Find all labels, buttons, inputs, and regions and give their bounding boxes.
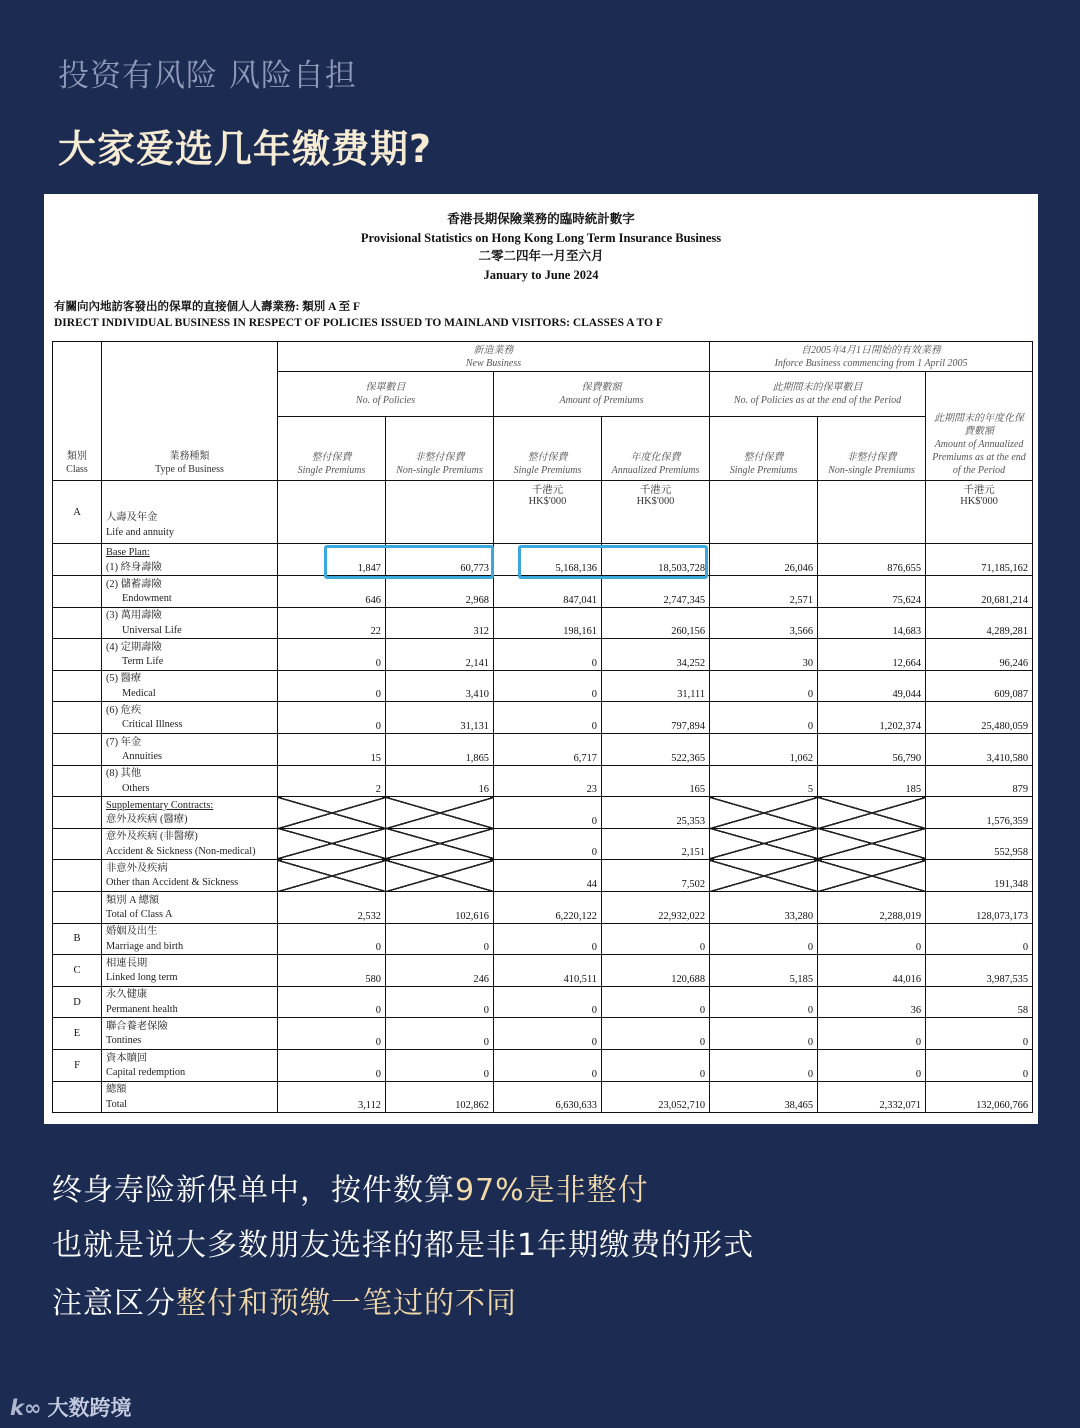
crossed-cell [278, 828, 386, 860]
table-cell: 0 [602, 923, 710, 955]
table-cell: 31,111 [602, 670, 710, 702]
table-cell: 5 [710, 765, 818, 797]
table-row [53, 923, 1033, 955]
crossed-cell [710, 797, 818, 829]
table-cell: 120,688 [602, 955, 710, 987]
table-cell: 5,185 [710, 955, 818, 987]
table-cell: 646 [278, 576, 386, 608]
table-cell: 22 [278, 607, 386, 639]
table-cell: 25,353 [602, 797, 710, 829]
grand-total-row [53, 1081, 1033, 1113]
type-header: 業務種類 Type of Business [102, 342, 278, 481]
headline: 大家爱选几年缴费期? [58, 127, 433, 171]
table-cell: 44,016 [818, 955, 926, 987]
table-cell: 2,288,019 [818, 891, 926, 923]
table-cell: 0 [278, 702, 386, 734]
business-type: 類別 A 總額 Total of Class A [102, 891, 278, 923]
crossed-cell [386, 828, 494, 860]
total-row [53, 891, 1033, 923]
table-row [53, 797, 1033, 829]
table-cell: 1,865 [386, 733, 494, 765]
table-cell: 16 [386, 765, 494, 797]
table-cell: 0 [494, 1049, 602, 1081]
statistics-document [44, 194, 1038, 1124]
class-letter: A [53, 481, 102, 544]
table-cell: 191,348 [926, 860, 1033, 892]
table-cell: 6,220,122 [494, 891, 602, 923]
table-cell: 2,571 [710, 576, 818, 608]
table-cell: 260,156 [602, 607, 710, 639]
business-type: (4) 定期壽險 Term Life [102, 639, 278, 671]
logo-icon: k∞ [10, 1396, 42, 1420]
table-cell: 2,532 [278, 891, 386, 923]
class-letter: E [53, 1018, 102, 1050]
table-cell: 198,161 [494, 607, 602, 639]
inforce-header: 自2005年4月1日開始的有效業務 Inforce Business commencing from 1 April 2005 [710, 342, 1033, 372]
table-cell: 4,289,281 [926, 607, 1033, 639]
table-cell: 25,480,059 [926, 702, 1033, 734]
table-cell: 0 [386, 923, 494, 955]
table-cell: 31,131 [386, 702, 494, 734]
table-row [53, 670, 1033, 702]
crossed-cell [818, 828, 926, 860]
amount-premiums-header: 保費數額 Amount of Premiums [494, 372, 710, 417]
table-cell: 23,052,710 [602, 1081, 710, 1113]
watermark: k∞ 大数跨境 [10, 1396, 132, 1420]
risk-disclaimer: 投资有风险 风险自担 [58, 58, 357, 94]
table-cell: 3,112 [278, 1081, 386, 1113]
business-type: 意外及疾病 (非醫療) Accident & Sickness (Non-medical) [102, 828, 278, 860]
table-cell: 34,252 [602, 639, 710, 671]
table-cell: 7,502 [602, 860, 710, 892]
class-letter: F [53, 1049, 102, 1081]
table-cell: 0 [710, 670, 818, 702]
table-cell: 15 [278, 733, 386, 765]
business-type: (8) 其他 Others [102, 765, 278, 797]
table-cell: 60,773 [386, 544, 494, 576]
caption-highlight: 整付和预缴一笔过的不同 [176, 1286, 517, 1321]
business-type: 婚姻及出生 Marriage and birth [102, 923, 278, 955]
business-type: (6) 危疾 Critical Illness [102, 702, 278, 734]
table-cell: 6,630,633 [494, 1081, 602, 1113]
table-cell: 246 [386, 955, 494, 987]
table-cell: 876,655 [818, 544, 926, 576]
table-cell: 6,717 [494, 733, 602, 765]
class-letter: D [53, 986, 102, 1018]
table-cell: 1,202,374 [818, 702, 926, 734]
table-cell: 0 [494, 923, 602, 955]
table-row [53, 733, 1033, 765]
table-cell: 0 [926, 1049, 1033, 1081]
business-type: Base Plan: (1) 終身壽險 [102, 544, 278, 576]
table-cell: 0 [602, 1018, 710, 1050]
table-cell: 879 [926, 765, 1033, 797]
section-title: 有關向內地訪客發出的保單的直接個人人壽業務: 類別 A 至 F DIRECT INDIVIDUAL BUSINESS IN RESPECT OF POLICIES ISSUED TO MAINLAND VISITORS: CLASSES A TO F [54, 301, 663, 329]
business-type: Supplementary Contracts: 意外及疾病 (醫療) [102, 797, 278, 829]
caption-highlight: 97%是非整付 [455, 1173, 649, 1208]
inforce-non-single-header: 非整付保費 Non-single Premiums [818, 417, 926, 481]
table-cell: 0 [602, 1049, 710, 1081]
table-cell: 1,847 [278, 544, 386, 576]
class-letter: B [53, 923, 102, 955]
table-cell: 102,616 [386, 891, 494, 923]
table-cell: 0 [278, 670, 386, 702]
table-cell: 165 [602, 765, 710, 797]
table-cell: 0 [278, 1018, 386, 1050]
table-cell: 30 [710, 639, 818, 671]
crossed-cell [386, 797, 494, 829]
statistics-table [52, 341, 1033, 1113]
crossed-cell [818, 797, 926, 829]
table-cell: 0 [494, 828, 602, 860]
table-cell: 33,280 [710, 891, 818, 923]
table-cell: 0 [710, 986, 818, 1018]
table-cell: 71,185,162 [926, 544, 1033, 576]
business-type: 總額 Total [102, 1081, 278, 1113]
no-policies-header: 保單數目 No. of Policies [278, 372, 494, 417]
table-cell: 0 [494, 702, 602, 734]
table-cell: 3,410,580 [926, 733, 1033, 765]
table-cell: 58 [926, 986, 1033, 1018]
table-cell: 0 [710, 923, 818, 955]
table-cell: 0 [386, 1018, 494, 1050]
unit-label: 千港元 HK$'000 [926, 481, 1033, 544]
table-cell: 2,747,345 [602, 576, 710, 608]
table-cell: 0 [494, 986, 602, 1018]
table-cell: 552,958 [926, 828, 1033, 860]
table-row [53, 986, 1033, 1018]
business-type: (3) 萬用壽險 Universal Life [102, 607, 278, 639]
table-cell: 44 [494, 860, 602, 892]
table-cell: 410,511 [494, 955, 602, 987]
business-type: 資本贖回 Capital redemption [102, 1049, 278, 1081]
table-cell: 0 [926, 923, 1033, 955]
single-premium-amount-header: 整付保費 Single Premiums [494, 417, 602, 481]
class-letter: C [53, 955, 102, 987]
table-row [53, 765, 1033, 797]
table-cell: 5,168,136 [494, 544, 602, 576]
annualized-header: 年度化保費 Annualized Premiums [602, 417, 710, 481]
table-cell: 797,894 [602, 702, 710, 734]
table-cell: 22,932,022 [602, 891, 710, 923]
table-cell: 18,503,728 [602, 544, 710, 576]
table-cell: 0 [278, 986, 386, 1018]
table-cell: 185 [818, 765, 926, 797]
table-cell: 0 [818, 1049, 926, 1081]
table-cell: 847,041 [494, 576, 602, 608]
table-cell: 56,790 [818, 733, 926, 765]
business-type: (7) 年金 Annuities [102, 733, 278, 765]
table-cell: 0 [494, 639, 602, 671]
table-cell: 96,246 [926, 639, 1033, 671]
table-cell: 0 [494, 797, 602, 829]
inforce-single-header: 整付保費 Single Premiums [710, 417, 818, 481]
table-cell: 0 [710, 1049, 818, 1081]
table-cell: 1,576,359 [926, 797, 1033, 829]
table-row [53, 607, 1033, 639]
table-row [53, 860, 1033, 892]
table-cell: 3,566 [710, 607, 818, 639]
table-cell: 20,681,214 [926, 576, 1033, 608]
table-cell: 0 [926, 1018, 1033, 1050]
table-row [53, 1018, 1033, 1050]
table-cell: 522,365 [602, 733, 710, 765]
annualized-end-header: 此期間末的年度化保費數額 Amount of Annualized Premiums as at the end of the Period [926, 372, 1033, 481]
crossed-cell [818, 860, 926, 892]
document-title: 香港長期保險業務的臨時統計數字 Provisional Statistics on Hong Kong Long Term Insurance Business 二零二四年一月至六月 January to June 2024 [360, 212, 722, 282]
non-single-header: 非整付保費 Non-single Premiums [386, 417, 494, 481]
table-cell: 2,332,071 [818, 1081, 926, 1113]
table-row [53, 576, 1033, 608]
table-cell: 0 [710, 702, 818, 734]
class-a-title-row [53, 481, 1033, 544]
table-cell: 132,060,766 [926, 1081, 1033, 1113]
crossed-cell [710, 860, 818, 892]
caption-line-1: 终身寿险新保单中，按件数算97%是非整付 [52, 1173, 649, 1208]
table-cell: 36 [818, 986, 926, 1018]
class-header: 類別 Class [53, 342, 102, 481]
table-cell: 49,044 [818, 670, 926, 702]
table-cell: 2 [278, 765, 386, 797]
header-row-1 [53, 342, 1033, 372]
business-type: 聯合養老保險 Tontines [102, 1018, 278, 1050]
base-plan-label: Base Plan: [106, 547, 150, 558]
table-cell: 0 [386, 1049, 494, 1081]
table-row [53, 702, 1033, 734]
table-cell: 0 [278, 1049, 386, 1081]
crossed-cell [386, 860, 494, 892]
table-cell: 0 [710, 1018, 818, 1050]
highlight-box-policies [324, 545, 494, 579]
table-cell: 75,624 [818, 576, 926, 608]
table-cell: 0 [818, 1018, 926, 1050]
no-policies-end-header: 此期間末的保單數目 No. of Policies as at the end of the Period [710, 372, 926, 417]
table-cell: 14,683 [818, 607, 926, 639]
table-cell: 2,968 [386, 576, 494, 608]
table-cell: 0 [602, 986, 710, 1018]
table-row [53, 639, 1033, 671]
table-cell: 0 [494, 670, 602, 702]
crossed-cell [278, 860, 386, 892]
table-cell: 0 [818, 923, 926, 955]
caption-line-3: 注意区分整付和预缴一笔过的不同 [52, 1286, 517, 1321]
class-a-type: 人壽及年金 Life and annuity [102, 481, 278, 544]
table-cell: 609,087 [926, 670, 1033, 702]
supplementary-label: Supplementary Contracts: [106, 799, 214, 811]
business-type: 非意外及疾病 Other than Accident & Sickness [102, 860, 278, 892]
table-cell: 0 [386, 986, 494, 1018]
caption-line-2: 也就是说大多数朋友选择的都是非1年期缴费的形式 [52, 1228, 755, 1263]
table-cell: 580 [278, 955, 386, 987]
table-cell: 102,862 [386, 1081, 494, 1113]
table-cell: 128,073,173 [926, 891, 1033, 923]
unit-label: 千港元 HK$'000 [494, 481, 602, 544]
table-cell: 23 [494, 765, 602, 797]
table-cell: 26,046 [710, 544, 818, 576]
table-cell: 2,151 [602, 828, 710, 860]
table-cell: 2,141 [386, 639, 494, 671]
table-cell: 312 [386, 607, 494, 639]
table-row [53, 828, 1033, 860]
table-cell: 3,987,535 [926, 955, 1033, 987]
table-cell: 1,062 [710, 733, 818, 765]
business-type: (2) 儲蓄壽險 Endowment [102, 576, 278, 608]
new-business-header: 新造業務 New Business [278, 342, 710, 372]
business-type: 永久健康 Permanent health [102, 986, 278, 1018]
crossed-cell [710, 828, 818, 860]
table-cell: 3,410 [386, 670, 494, 702]
table-cell: 0 [494, 1018, 602, 1050]
business-type: 相連長期 Linked long term [102, 955, 278, 987]
table-row [53, 955, 1033, 987]
table-cell: 0 [278, 923, 386, 955]
table-cell: 38,465 [710, 1081, 818, 1113]
single-header: 整付保費 Single Premiums [278, 417, 386, 481]
business-type: (5) 醫療 Medical [102, 670, 278, 702]
unit-label: 千港元 HK$'000 [602, 481, 710, 544]
table-row [53, 1049, 1033, 1081]
crossed-cell [278, 797, 386, 829]
table-cell: 0 [278, 639, 386, 671]
table-cell: 12,664 [818, 639, 926, 671]
highlight-box-premiums [518, 545, 708, 579]
